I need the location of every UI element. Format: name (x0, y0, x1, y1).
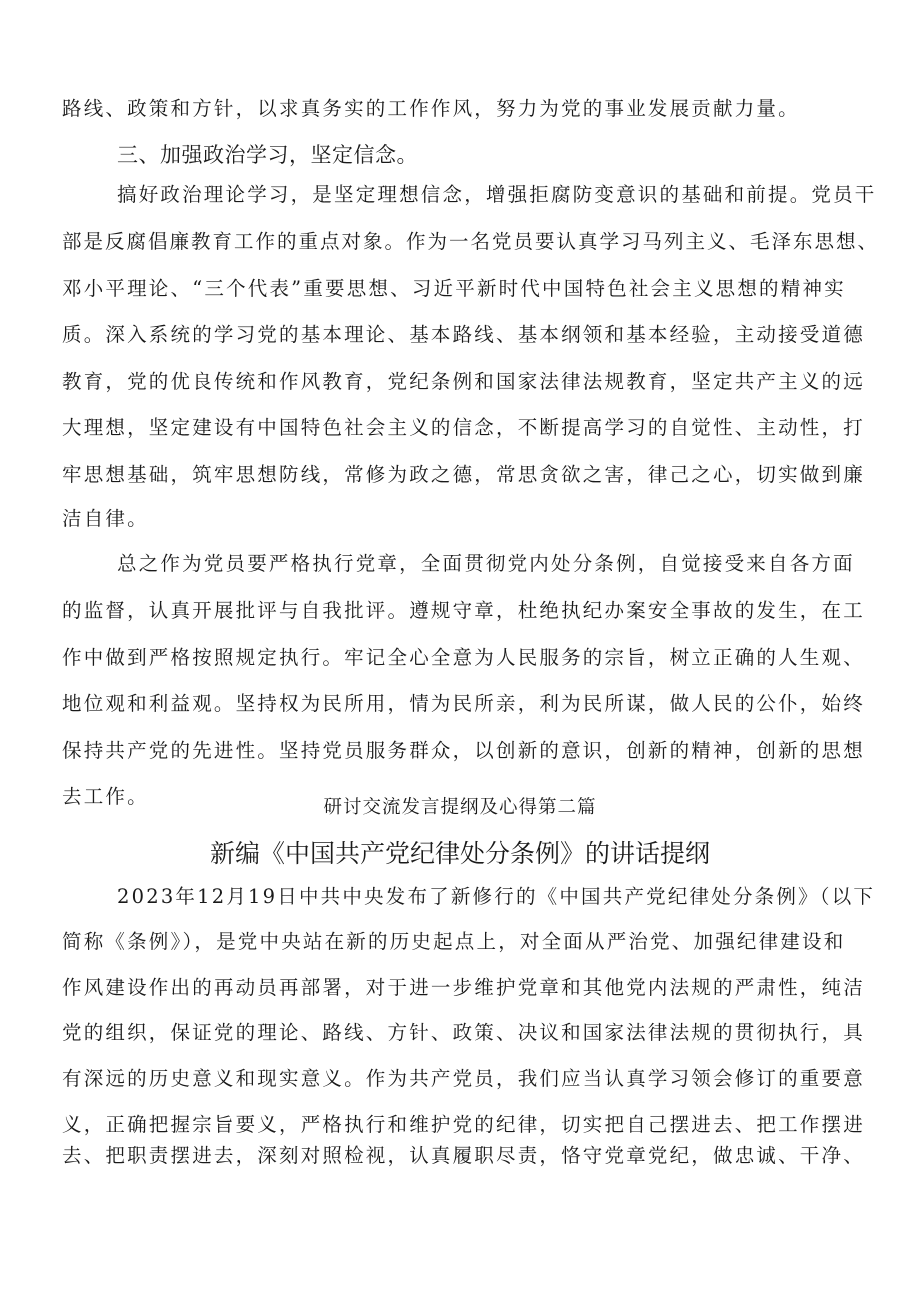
paragraph-line: 的监督，认真开展批评与自我批评。遵规守章，杜绝执纪办案安全事故的发生，在工 (62, 599, 865, 622)
paragraph-line: 地位观和利益观。坚持权为民所用，情为民所亲，利为民所谋，做人民的公仆，始终 (62, 692, 865, 715)
paragraph-line: 部是反腐倡廉教育工作的重点对象。作为一名党员要认真学习马列主义、毛泽东思想、 (62, 230, 880, 253)
document-title: 新编《中国共产党纪律处分条例》的讲话提纲 (209, 839, 710, 868)
paragraph-line: 2023年12月19日中共中央发布了新修行的《中国共产党纪律处分条例》（以下 (117, 885, 876, 908)
paragraph-line: 简称《条例》），是党中央站在新的历史起点上，对全面从严治党、加强纪律建设和 (62, 930, 846, 953)
paragraph-line: 作风建设作出的再动员再部署，对于进一步维护党章和其他党内法规的严肃性，纯洁 (62, 976, 865, 999)
paragraph-line: 有深远的历史意义和现实意义。作为共产党员，我们应当认真学习领会修订的重要意 (62, 1067, 865, 1090)
section-heading: 三、加强政治学习，坚定信念。 (117, 143, 418, 167)
paragraph-line: 党的组织，保证党的理论、路线、方针、政策、决议和国家法律法规的贯彻执行，具 (62, 1021, 865, 1044)
intro-line: 路线、政策和方针，以求真务实的工作作风，努力为党的事业发展贡献力量。 (62, 97, 800, 120)
paragraph-line: 洁自律。 (62, 507, 149, 530)
paragraph-line: 去、把职责摆进去，深刻对照检视，认真履职尽责，恪守党章党纪，做忠诚、干净、 (62, 1144, 865, 1167)
paragraph-line: 教育，党的优良传统和作风教育，党纪条例和国家法律法规教育，坚定共产主义的远 (62, 370, 865, 393)
paragraph-line: 去工作。 (62, 785, 149, 808)
paragraph-line: 总之作为党员要严格执行党章，全面贯彻党内处分条例，自觉接受来自各方面 (117, 552, 855, 575)
paragraph-line: 牢思想基础，筑牢思想防线，常修为政之德，常思贪欲之害，律己之心，切实做到廉 (62, 463, 865, 486)
paragraph-line: 搞好政治理论学习，是坚定理想信念，增强拒腐防变意识的基础和前提。党员干 (117, 183, 877, 206)
paragraph-line: 义，正确把握宗旨要义，严格执行和维护党的纪律，切实把自己摆进去、把工作摆进 (62, 1113, 865, 1136)
paragraph-line: 邓小平理论、“三个代表”重要思想、习近平新时代中国特色社会主义思想的精神实 (62, 277, 846, 300)
paragraph-line: 作中做到严格按照规定执行。牢记全心全意为人民服务的宗旨，树立正确的人生观、 (62, 646, 865, 669)
paragraph-line: 大理想，坚定建设有中国特色社会主义的信念，不断提高学习的自觉性、主动性，打 (62, 416, 865, 439)
paragraph-line: 保持共产党的先进性。坚持党员服务群众，以创新的意识，创新的精神，创新的思想 (62, 739, 865, 762)
paragraph-line: 质。深入系统的学习党的基本理论、基本路线、基本纲领和基本经验，主动接受道德 (62, 323, 865, 346)
section-subtitle: 研讨交流发言提纲及心得第二篇 (323, 797, 597, 818)
